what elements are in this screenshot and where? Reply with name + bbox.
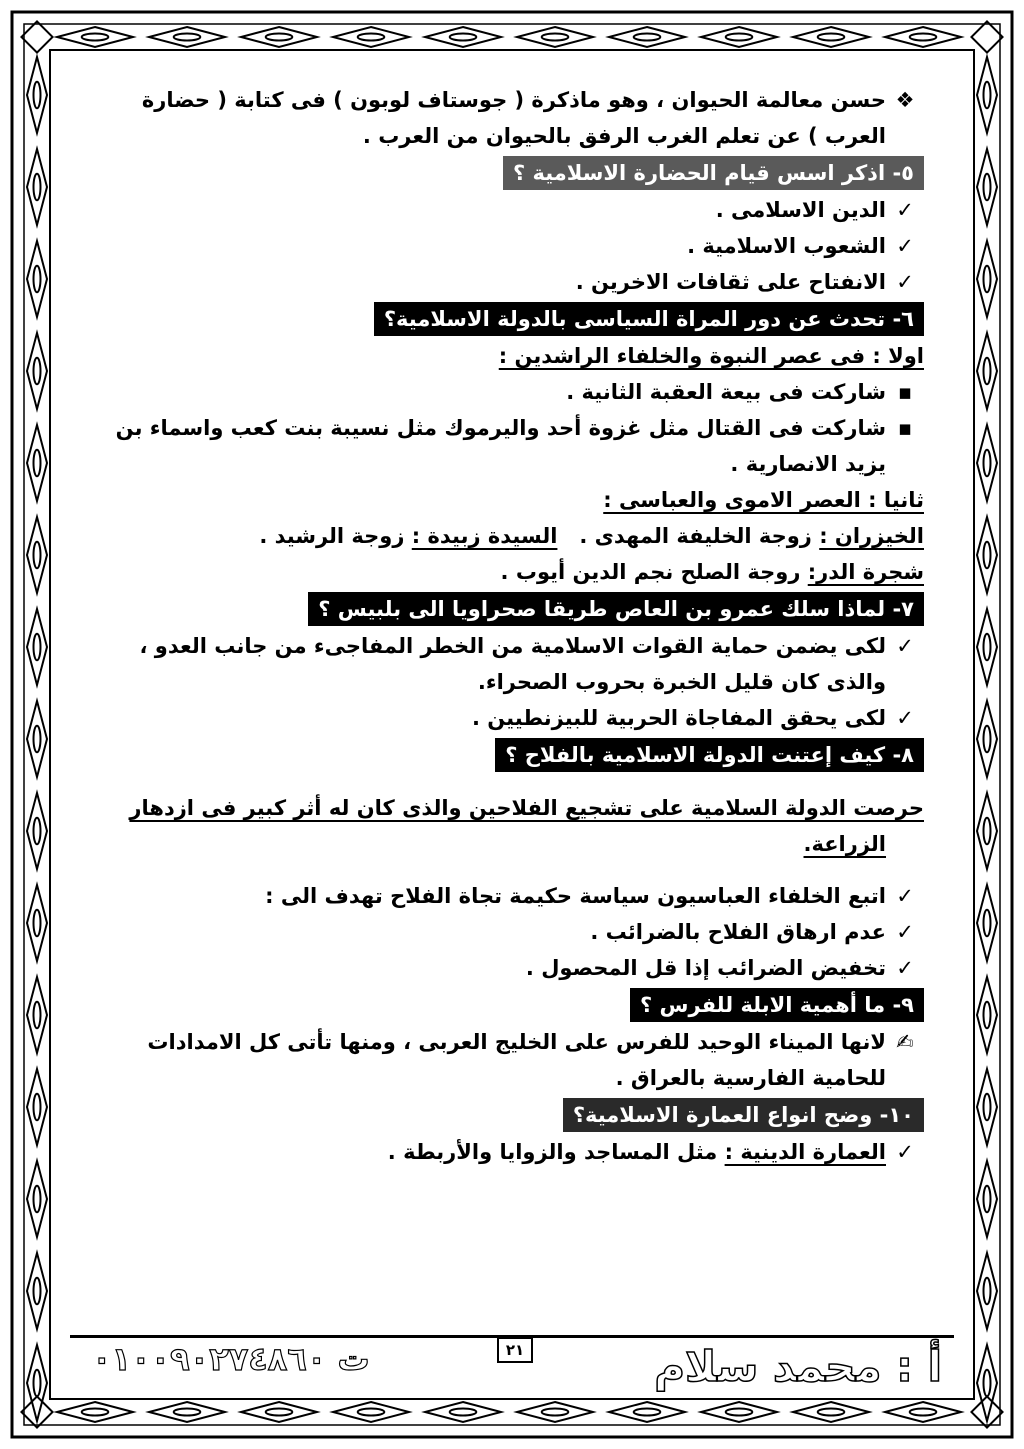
list-item-text [388,1134,886,1170]
list-item-text: حسن معالمة الحيوان ، وهو ماذكرة ( جوستاف لوبون ) فى كتابة ( حضارة [141,88,886,112]
list-item-text: لانها الميناء الوحيد للفرس على الخليج العربى ، ومنها تأتى كل الامدادات [147,1030,886,1054]
list-item [100,878,924,914]
section-subheading [100,482,924,518]
spacer [100,862,924,878]
check-icon: ✓ [896,198,914,222]
section-subheading-continuation [100,826,924,862]
question-heading-row [100,986,924,1024]
square-bullet-icon: ▪ [897,380,913,404]
list-item [100,1134,924,1170]
section-subheading [100,790,924,826]
check-icon: ✓ [896,270,914,294]
list-item [100,410,924,446]
list-item [100,628,924,664]
line-text: يزيد الانصارية . [730,452,886,476]
list-item-text: شاركت فى القتال مثل غزوة أحد واليرموك مثل نسيبة بنت كعب واسماء بن [115,416,886,440]
list-item [100,374,924,410]
question-heading: ٥- اذكر اسس قيام الحضارة الاسلامية ؟ [503,156,924,190]
list-item [100,914,924,950]
subheading-text: حرصت الدولة السلامية على تشجيع الفلاحين والذى كان له أثر كبير فى ازدهار [129,796,924,820]
list-item-text: لكى يضمن حماية القوات الاسلامية من الخطر المفاجىء من جانب العدو ، [139,634,886,658]
phone-number: ت ٠١٠٠٩٠٢٧٤٨٦٠ [92,1340,370,1378]
subheading-text: ثانيا : العصر الاموى والعباسى : [603,488,924,512]
list-item [100,950,924,986]
list-item [100,228,924,264]
list-item-text: اتبع الخلفاء العباسيون سياسة حكيمة تجاة الفلاح تهدف الى : [265,884,886,908]
question-heading: ٨- كيف إعتنت الدولة الاسلامية بالفلاح ؟ [495,738,924,772]
diamond-bullet-icon: ❖ [895,88,915,112]
check-icon: ✓ [896,884,914,908]
subheading-text: اولا : فى عصر النبوة والخلفاء الراشدين : [498,344,924,368]
line-text: العرب ) عن تعلم الغرب الرفق بالحيوان من العرب . [362,124,886,148]
term-label: الخيزران : [819,524,924,548]
list-item [100,264,924,300]
list-item-text: الدين الاسلامى . [715,198,886,222]
continuation-line [100,118,924,154]
check-icon: ✓ [896,706,914,730]
list-item [100,1024,924,1060]
definition-line [100,554,924,590]
continuation-line [100,1060,924,1096]
question-heading-row [100,736,924,774]
square-bullet-icon: ▪ [897,416,913,440]
list-item-text: عدم ارهاق الفلاح بالضرائب . [590,920,886,944]
term-definition: روجة الصلح نجم الدين أيوب . [500,560,808,584]
subheading-text: الزراعة. [803,832,886,856]
term-label: السيدة زبيدة : [411,524,558,548]
term-definition: زوجة الرشيد . [259,524,412,548]
question-heading: ٦- تحدث عن دور المراة السياسى بالدولة الاسلامية؟ [374,302,924,336]
term-definition: مثل المساجد والزوايا والأربطة . [387,1140,725,1164]
line-text: والذى كان قليل الخبرة بحروب الصحراء. [477,670,886,694]
list-item-text: الانفتاح على ثقافات الاخرين . [575,270,886,294]
section-subheading [100,338,924,374]
question-heading: ٩- ما أهمية الابلة للفرس ؟ [630,988,924,1022]
check-icon: ✓ [896,956,914,980]
question-heading-row [100,300,924,338]
term-label: العمارة الدينية : [724,1140,886,1164]
list-item-text: شاركت فى بيعة العقبة الثانية . [566,380,886,404]
list-item [100,192,924,228]
term-definition: زوجة الخليفة المهدى . [557,524,820,548]
question-heading: ٧- لماذا سلك عمرو بن العاص طريقا صحراويا الى بلبيس ؟ [308,592,924,626]
page-number: ٢١ [497,1337,533,1363]
list-item-text: لكى يحقق المفاجاة الحربية للبيزنطيين . [471,706,886,730]
document-body [100,82,924,1332]
check-icon: ✓ [896,920,914,944]
line-text: للحامية الفارسية بالعراق . [615,1066,886,1090]
question-heading-row [100,590,924,628]
list-item-text: تخفيض الضرائب إذا قل المحصول . [525,956,886,980]
check-icon: ✓ [896,1140,914,1164]
list-item [100,700,924,736]
check-icon: ✓ [896,234,914,258]
pen-check-icon: ✍ [896,1030,914,1054]
definition-line [100,518,924,554]
check-icon: ✓ [896,634,914,658]
term-label: شجرة الدر: [807,560,924,584]
list-item [100,82,924,118]
author-name: أ : محمد سلام [654,1342,942,1391]
question-heading-row [100,154,924,192]
list-item-text: الشعوب الاسلامية . [687,234,886,258]
spacer [100,774,924,790]
continuation-line [100,664,924,700]
question-heading: ١٠- وضح انواع العمارة الاسلامية؟ [563,1098,924,1132]
continuation-line [100,446,924,482]
question-heading-row [100,1096,924,1134]
